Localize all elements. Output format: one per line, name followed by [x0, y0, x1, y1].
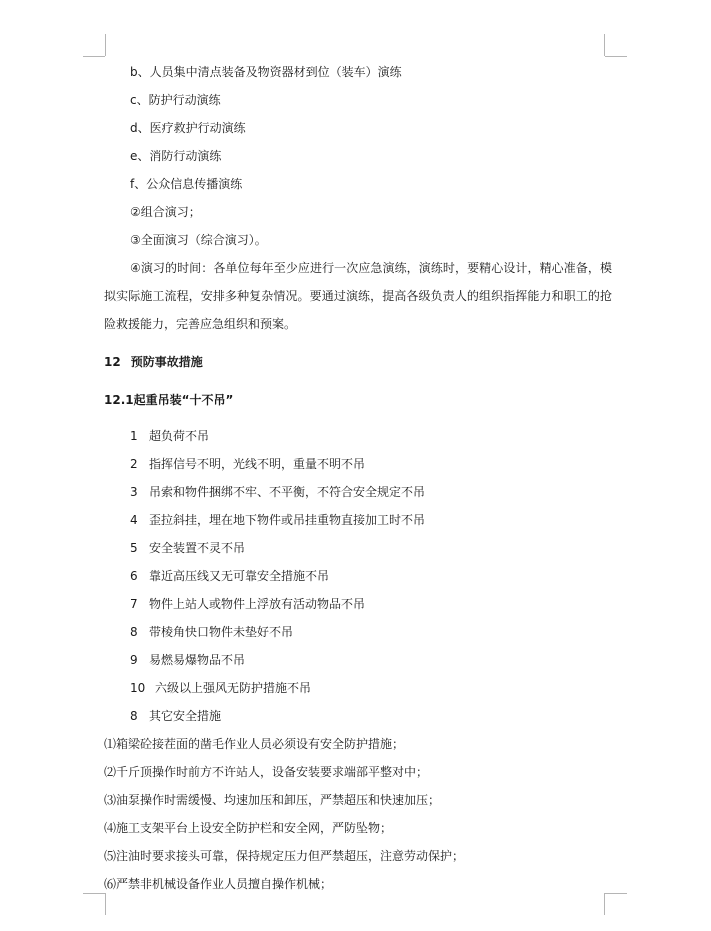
- list-item: [104, 590, 612, 618]
- list-item-number: 6: [130, 569, 138, 583]
- list-item-number: 3: [130, 485, 138, 499]
- list-item-text: 靠近高压线又无可靠安全措施不吊: [149, 569, 330, 583]
- list-item-text: 指挥信号不明，光线不明，重量不明不吊: [149, 457, 366, 471]
- list-item-text: 吊索和物件捆绑不牢、不平衡，不符合安全规定不吊: [149, 485, 426, 499]
- list-item: ③全面演习（综合演习）。: [130, 233, 267, 247]
- list-item: [104, 618, 612, 646]
- list-item-number: 10: [130, 681, 146, 695]
- crop-mark-top-right-vertical: [604, 34, 605, 56]
- list-item: ⑶油泵操作时需缓慢、均速加压和卸压，严禁超压和快速加压；: [104, 793, 441, 807]
- list-item: [104, 422, 612, 450]
- list-item-number: 4: [130, 513, 138, 527]
- list-item-number: 2: [130, 457, 138, 471]
- safety-measures-list: [104, 730, 612, 898]
- list-item-text: 超负荷不吊: [149, 429, 210, 443]
- list-item-text: 其它安全措施: [149, 709, 222, 723]
- list-item: b、人员集中清点装备及物资器材到位（装车）演练: [130, 65, 402, 79]
- list-item: ⑸注油时要求接头可靠，保持规定压力但严禁超压，注意劳动保护；: [104, 849, 465, 863]
- crop-mark-bottom-left-horizontal: [83, 893, 105, 894]
- list-item: ⑹严禁非机械设备作业人员擅自操作机械；: [104, 877, 333, 891]
- list-item-text: 六级以上强风无防护措施不吊: [155, 681, 312, 695]
- list-item-number: 1: [130, 429, 138, 443]
- list-item: f、公众信息传播演练: [130, 177, 243, 191]
- list-item-other-measures: [104, 702, 612, 730]
- list-item: [104, 506, 612, 534]
- list-item: [104, 534, 612, 562]
- list-item: ⑷施工支架平台上设安全防护栏和安全网，严防坠物；: [104, 821, 393, 835]
- list-item: c、防护行动演练: [130, 93, 221, 107]
- ten-rules-list: [104, 422, 612, 730]
- section-number: 12: [104, 355, 121, 369]
- section-title: 预防事故措施: [130, 355, 203, 369]
- list-item: [104, 478, 612, 506]
- list-item-text: 易燃易爆物品不吊: [149, 653, 246, 667]
- crop-mark-top-right-horizontal: [605, 56, 627, 57]
- list-item: e、消防行动演练: [130, 149, 222, 163]
- list-item-number: 5: [130, 541, 138, 555]
- crop-mark-top-left-horizontal: [83, 56, 105, 57]
- list-item: [104, 646, 612, 674]
- list-item-text: 安全装置不灵不吊: [149, 541, 246, 555]
- list-item: ⑴箱梁砼接茬面的凿毛作业人员必须设有安全防护措施；: [104, 737, 405, 751]
- section-heading-12: [104, 348, 612, 376]
- list-item: [104, 450, 612, 478]
- list-item: [104, 674, 612, 702]
- list-item-number: 9: [130, 653, 138, 667]
- drill-time-paragraph: ④演习的时间：各单位每年至少应进行一次应急演练，演练时，要精心设计，精心准备，模拟实际施工流程，安排多种复杂情况。要通过演练，提高各级负责人的组织指挥能力和职工的抢险救援能力，完善应急组织和预案。: [104, 261, 612, 331]
- crop-mark-top-left-vertical: [105, 34, 106, 56]
- list-item: ②组合演习；: [130, 205, 201, 219]
- list-item: [104, 562, 612, 590]
- list-item-text: 歪拉斜挂，埋在地下物件或吊挂重物直接加工时不吊: [149, 513, 426, 527]
- list-item-number: 7: [130, 597, 138, 611]
- list-item-number: 8: [130, 625, 138, 639]
- list-item-number: 8: [130, 709, 138, 723]
- list-item-text: 带棱角快口物件未垫好不吊: [149, 625, 294, 639]
- list-item: d、医疗救护行动演练: [130, 121, 246, 135]
- document-body: [104, 58, 612, 898]
- list-item-text: 物件上站人或物件上浮放有活动物品不吊: [149, 597, 366, 611]
- drill-type-list: [104, 58, 612, 254]
- list-item: ⑵千斤顶操作时前方不许站人，设备安装要求端部平整对中；: [104, 765, 429, 779]
- section-heading-12-1: 12.1起重吊装“十不吊”: [104, 393, 234, 407]
